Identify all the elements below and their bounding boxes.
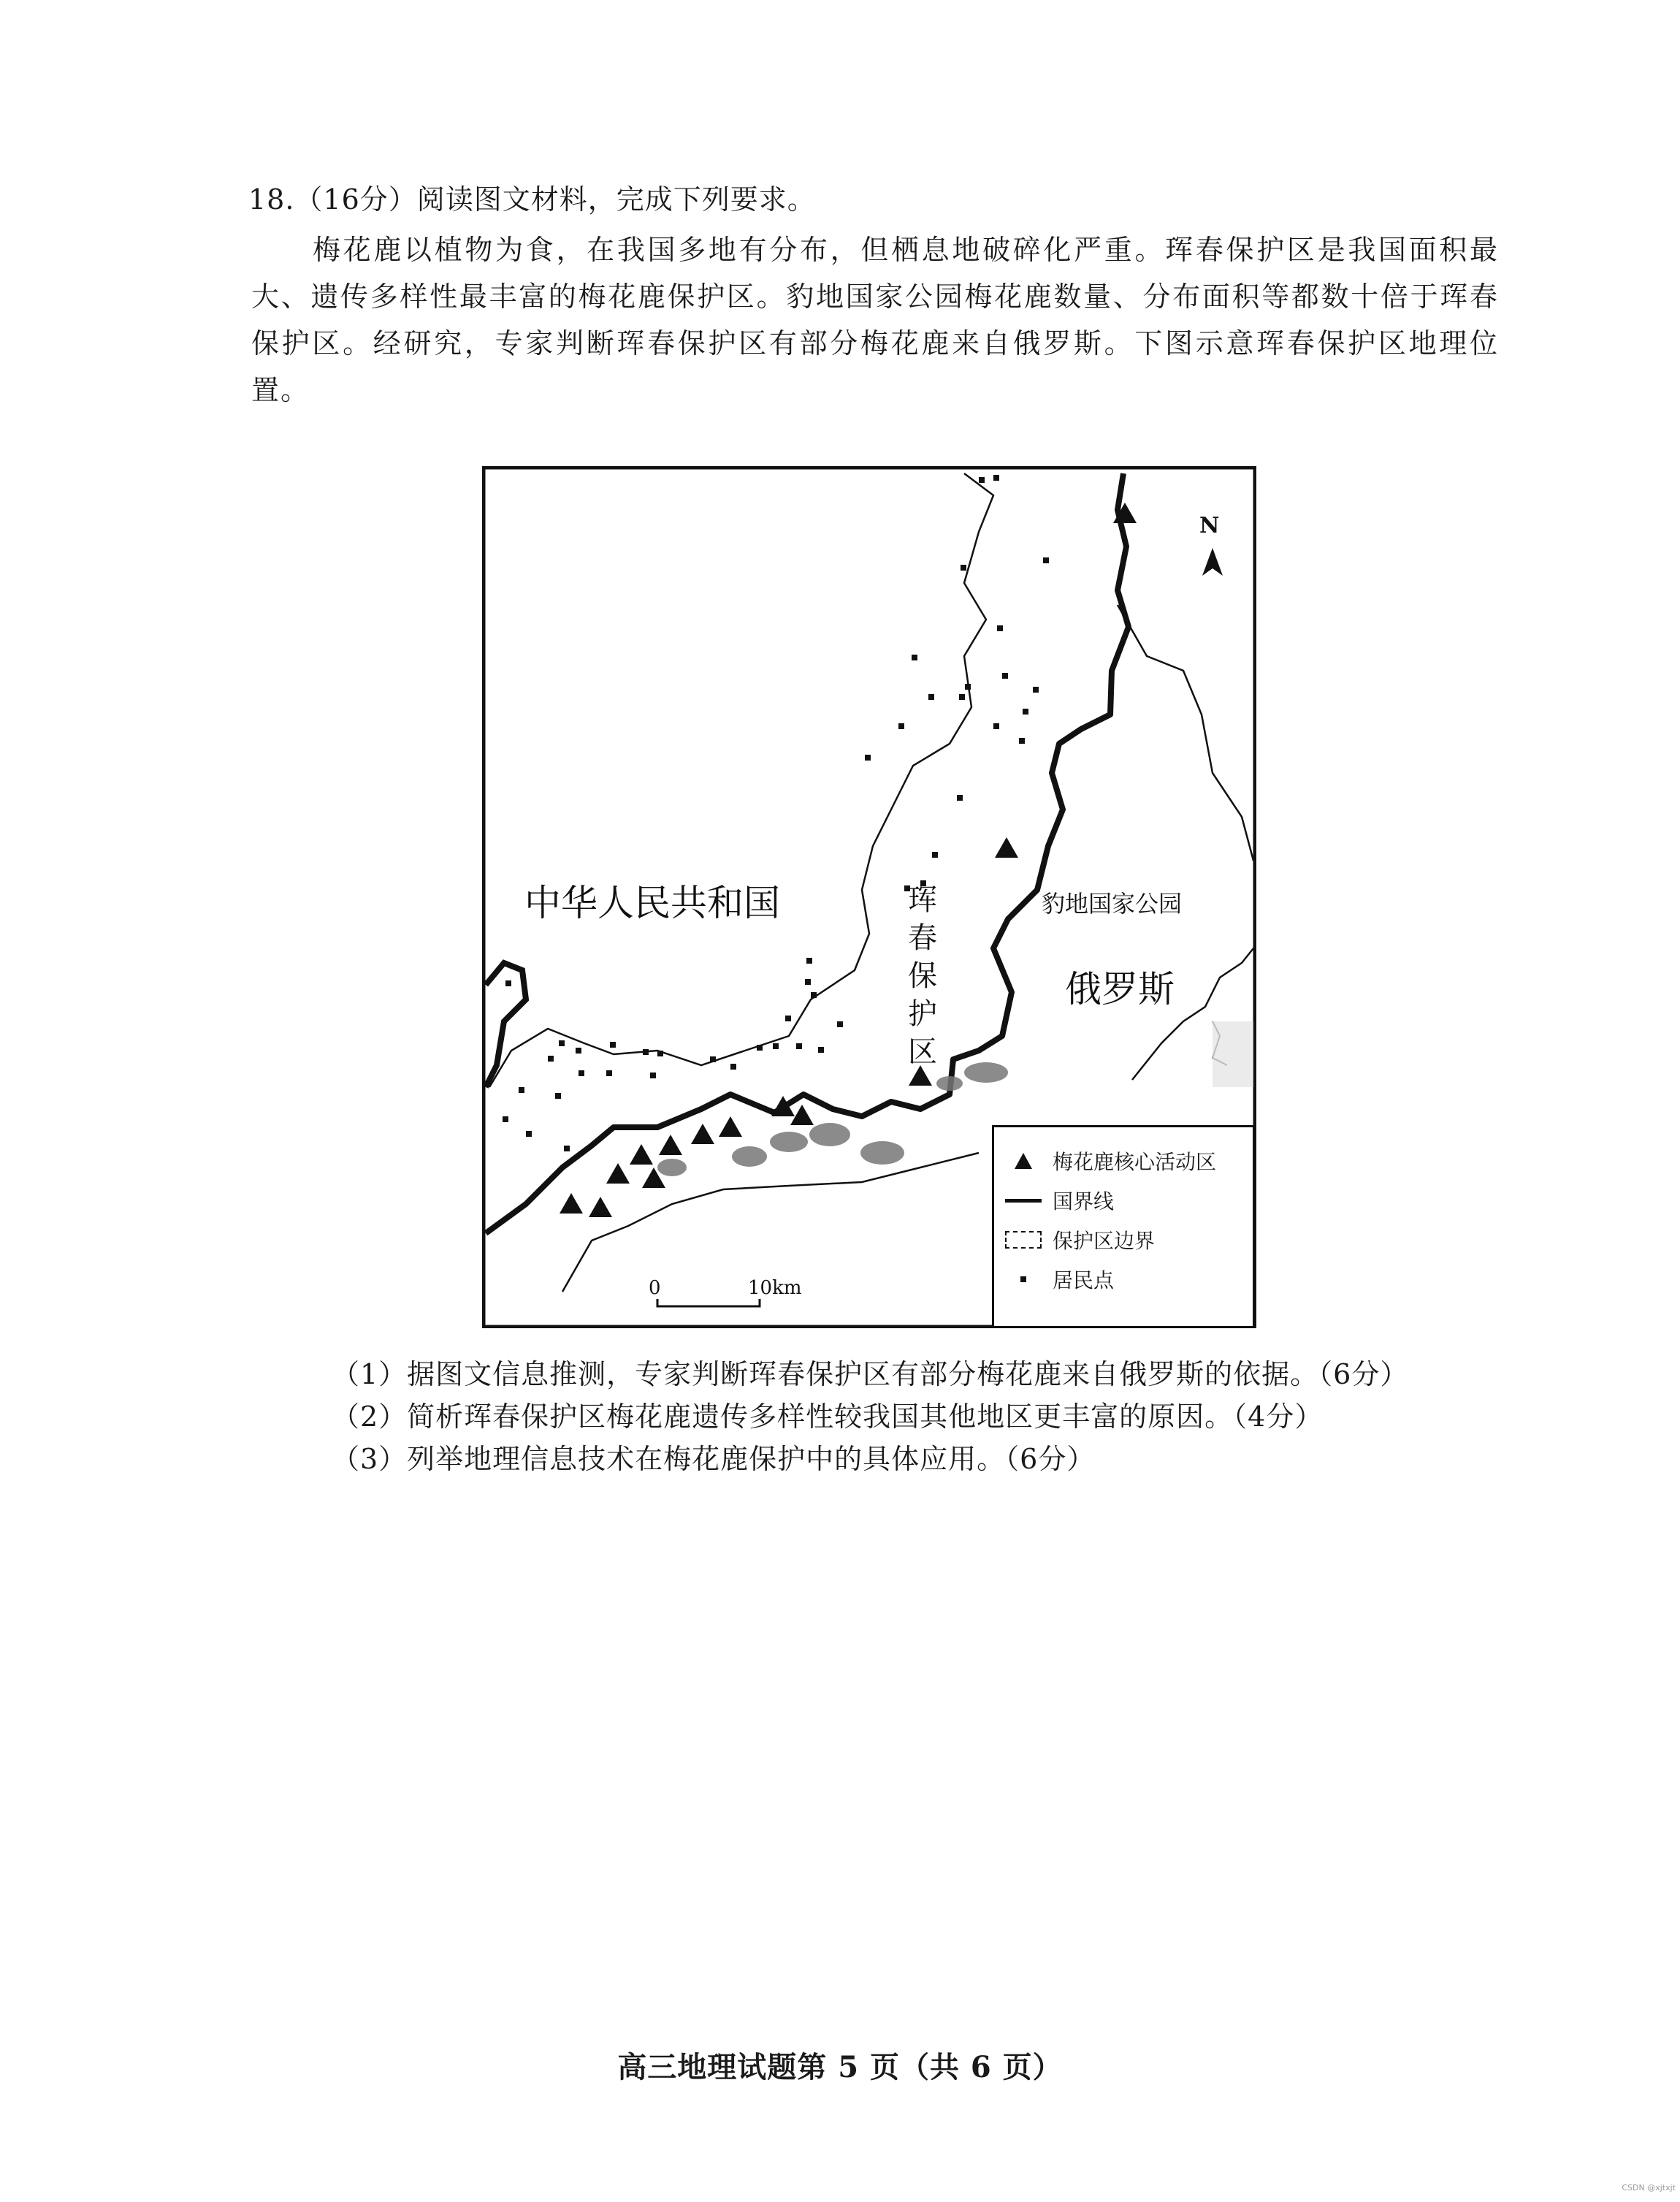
question-paragraph <box>251 226 1499 414</box>
dot-icon <box>1000 1267 1047 1292</box>
question-header: 18.（16分）阅读图文材料，完成下列要求。 <box>248 183 816 216</box>
legend-row-reserve <box>994 1225 1155 1254</box>
legend-deer-label: 梅花鹿核心活动区 <box>1053 1150 1217 1174</box>
paragraph-text: 梅花鹿以植物为食，在我国多地有分布，但栖息地破碎化严重。珲春保护区是我国面积最大、遗传多样性最丰富的梅花鹿保护区。豹地国家公园梅花鹿数量、分布面积等都数十倍于珲春保护区。经研究，专家判断珲春保护区有部分梅花鹿来自俄罗斯。下图示意珲春保护区地理位置。 <box>251 234 1499 406</box>
north-label: N <box>1199 513 1220 538</box>
scale-ten-label: 10km <box>748 1277 802 1299</box>
border-line-icon <box>1000 1188 1047 1213</box>
label-leopard-park: 豹地国家公园 <box>1042 890 1183 918</box>
scale-zero-label: 0 <box>649 1277 661 1299</box>
dashed-box-icon <box>1000 1227 1047 1252</box>
legend-settlement-label: 居民点 <box>1053 1268 1115 1292</box>
legend-row-settlement <box>994 1265 1114 1294</box>
sub-questions <box>332 1353 1408 1480</box>
sub-question-1: （1）据图文信息推测，专家判断珲春保护区有部分梅花鹿来自俄罗斯的依据。（6分） <box>332 1358 1409 1390</box>
triangle-icon <box>1000 1148 1047 1173</box>
map-legend <box>992 1125 1255 1328</box>
legend-reserve-label: 保护区边界 <box>1053 1229 1156 1253</box>
label-russia: 俄罗斯 <box>1065 968 1175 1010</box>
legend-row-deer <box>994 1146 1216 1176</box>
sub-question-3: （3）列举地理信息技术在梅花鹿保护中的具体应用。（6分） <box>332 1443 1096 1475</box>
legend-border-label: 国界线 <box>1053 1189 1115 1214</box>
legend-row-border <box>994 1186 1114 1215</box>
label-hunchun-reserve: 珲春保护区 <box>908 883 937 1069</box>
page-footer: 高三地理试题第 5 页（共 6 页） <box>617 2050 1063 2084</box>
label-china: 中华人民共和国 <box>524 882 780 924</box>
ocean-area <box>1213 1021 1253 1087</box>
sub-question-2: （2）简析珲春保护区梅花鹿遗传多样性较我国其他地区更丰富的原因。（4分） <box>332 1401 1324 1433</box>
watermark: CSDN @xjtxjt <box>1622 2183 1676 2193</box>
